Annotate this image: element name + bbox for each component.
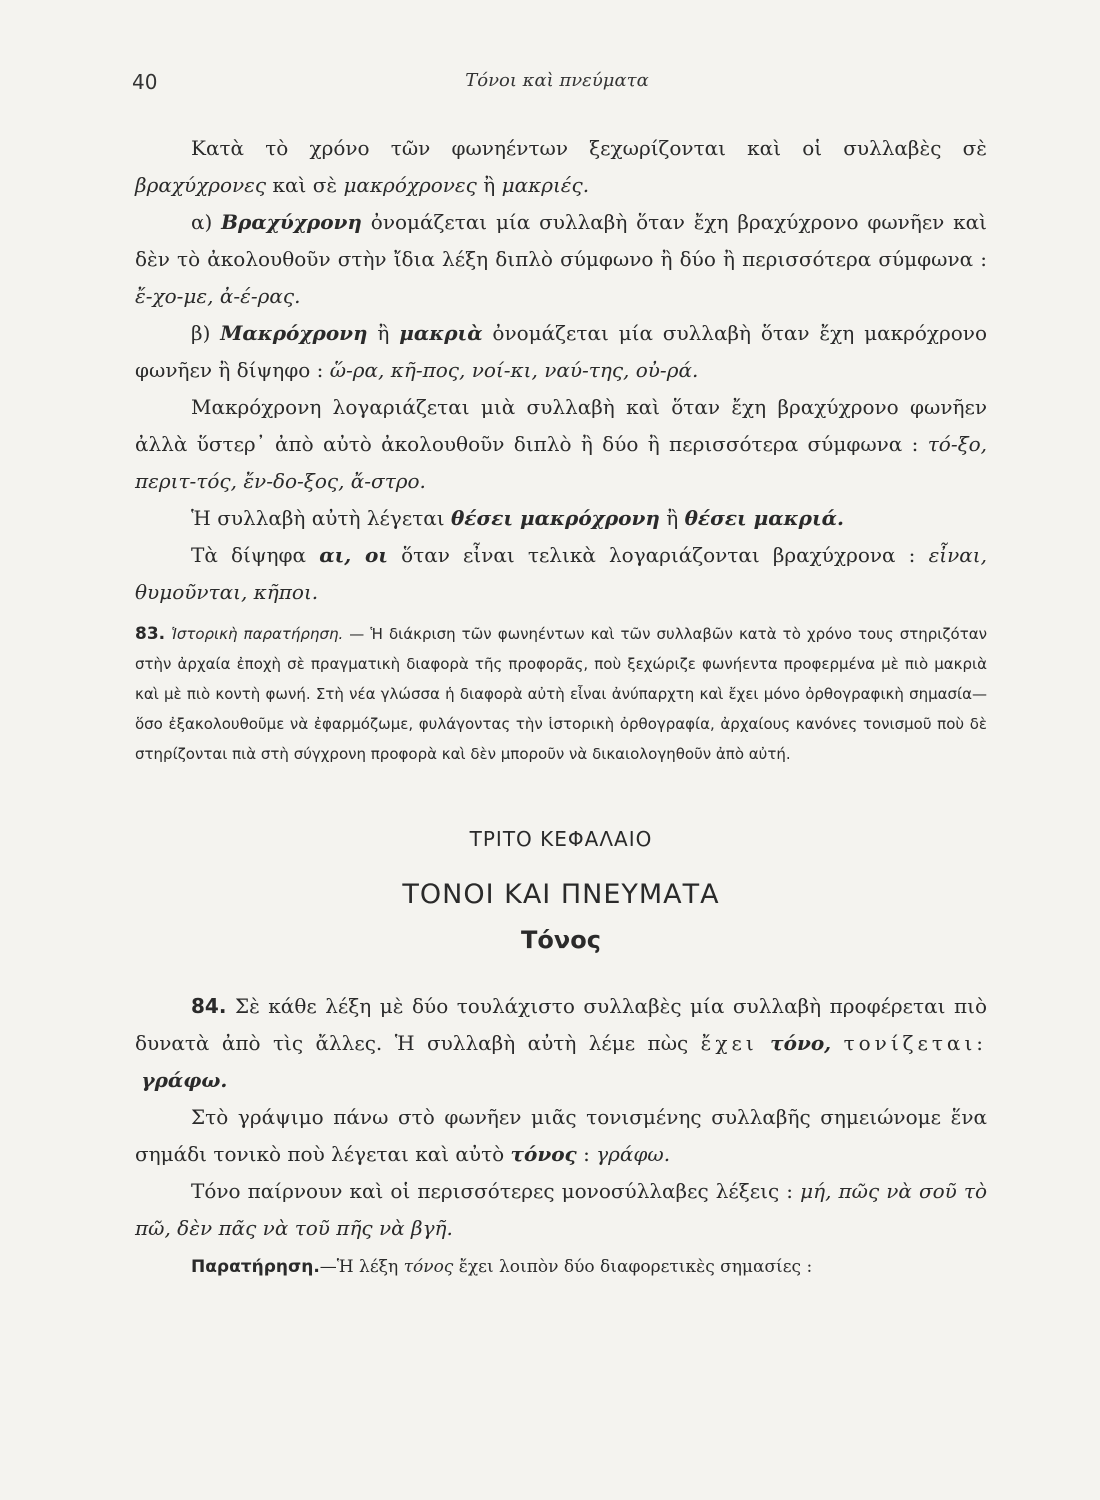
item-b-examples: ὥ-ρα, κῆ-πος, νοί-κι, ναύ-της, οὐ-ρά. (329, 358, 699, 382)
monosyllables-paragraph (135, 1173, 987, 1247)
long-position-examples: τό-ξο, περιτ-τός, ἔν-δο-ξος, ἄ-στρο. (135, 432, 987, 493)
thesei-term1: θέσει μακρόχρονη (450, 506, 660, 530)
section-title: Τόνος (521, 926, 601, 954)
para84-spaced2: τονίζεται: (843, 1031, 988, 1055)
item-b-or: ἢ (367, 321, 400, 345)
item-a-text: ὀνομάζεται μία συλλαβὴ ὅταν ἔχη βραχύχρονο φωνῆεν καὶ δὲν τὸ ἀκολουθοῦν στὴν ἴδια λέξη διπλὸ σύμφωνο ἢ δύο ἢ περισσότερα σύμφωνα : (135, 210, 987, 271)
diphthongs-paragraph (135, 537, 987, 611)
accent-mark-term: τόνος (510, 1142, 577, 1166)
chapter-title: ΤΟΝΟΙ ΚΑΙ ΠΝΕΥΜΑΤΑ (402, 879, 720, 910)
item-a-term: Βραχύχρονη (221, 210, 362, 234)
item-b-text: ὀνομάζεται μία συλλαβὴ ὅταν ἔχη μακρόχρονο φωνῆεν ἢ δίψηφο : (135, 321, 987, 382)
observation-label: Παρατήρηση. (191, 1257, 320, 1277)
observation-paragraph (135, 1251, 987, 1283)
diphthongs-text2: ὅταν εἶναι τελικὰ λογαριάζονται βραχύχρονα : (387, 543, 929, 567)
term-short: βραχύχρονες (135, 173, 267, 197)
observation-text2: ἔχει λοιπὸν δύο διαφορετικὲς σημασίες : (453, 1257, 813, 1277)
intro-text: Κατὰ τὸ χρόνο τῶν φωνηέντων ξεχωρίζονται καὶ οἱ συλλαβὲς σὲ (191, 136, 987, 160)
para84-text: Σὲ κάθε λέξη μὲ δύο τουλάχιστο συλλαβὲς μία συλλαβὴ προφέρεται πιὸ δυνατὰ ἀπὸ τὶς ἄλλες. Ἡ συλλαβὴ αὐτὴ λέμε πὼς (135, 994, 987, 1055)
long-position-paragraph (135, 389, 987, 500)
paragraph-84 (135, 988, 987, 1099)
item-a-marker: α) (191, 210, 222, 234)
term-long-alt: μακριές. (501, 173, 590, 197)
note-title: Ἱστορικὴ παρατήρηση. (171, 625, 344, 643)
para84-number: 84. (191, 994, 227, 1018)
item-b-term2: μακριὰ (399, 321, 483, 345)
observation-text: —Ἡ λέξη (319, 1257, 404, 1277)
note-number: 83. (135, 624, 166, 644)
intro-paragraph (135, 130, 987, 204)
thesei-term2: θέσει μακριά. (684, 506, 844, 530)
item-a-examples: ἔ-χο-με, ἀ-έ-ρας. (135, 284, 301, 308)
note-text: — Ἡ διάκριση τῶν φωνηέντων καὶ τῶν συλλαβῶν κατὰ τὸ χρόνο τους στηριζόταν στὴν ἀρχαία ἐποχὴ σὲ πραγματικὴ διαφορὰ τῆς προφορᾶς, ποὺ ξεχώριζε φωνήεντα προφερμένα μὲ πιὸ μακριὰ καὶ μὲ πιὸ κοντὴ φωνή. Στὴ νέα γλώσσα ἡ διαφορὰ αὐτὴ εἶναι ἀνύπαρχτη καὶ ἔχει μόνο ὀρθογραφικὴ σημασία—ὅσο ἐξακολουθοῦμε νὰ ἐφαρμόζωμε, φυλάγοντας τὴν ἱστορικὴ ὀρθογραφία, ἀρχαίους κανόνες τονισμοῦ ποὺ δὲ στηρίζονται πιὰ στὴ σύγχρονη προφορὰ καὶ δὲν μποροῦν νὰ δικαιολογηθοῦν ἀπὸ αὐτή. (135, 625, 987, 763)
para84-example: γράφω. (141, 1068, 228, 1092)
observation-term: τόνος (403, 1257, 454, 1277)
page-number: 40 (132, 70, 158, 94)
diphthongs-examples: εἶναι, θυμοῦνται, κῆποι. (135, 543, 987, 604)
monosyllables-text: Τόνο παίρνουν καὶ οἱ περισσότερες μονοσύλλαβες λέξεις : (191, 1179, 801, 1203)
term-long: μακρόχρονες (343, 173, 477, 197)
item-b-term1: Μακρόχρονη (220, 321, 368, 345)
page-header (132, 70, 982, 100)
item-b-marker: β) (191, 321, 221, 345)
long-position-text: Μακρόχρονη λογαριάζεται μιὰ συλλαβὴ καὶ ὅταν ἔχη βραχύχρονο φωνῆεν ἀλλὰ ὕστερ᾽ ἀπὸ αὐτὸ ἀκολουθοῦν διπλὸ ἢ δύο ἢ περισσότερα σύμφωνα : (135, 395, 987, 456)
diphthongs-text1: Τὰ δίψηφα (191, 543, 320, 567)
diphthongs-term: αι, οι (319, 543, 388, 567)
item-a-paragraph (135, 204, 987, 315)
historical-note (135, 619, 987, 769)
thesei-paragraph (135, 500, 987, 537)
accent-mark-paragraph (135, 1099, 987, 1173)
item-b-paragraph (135, 315, 987, 389)
accent-mark-text: Στὸ γράψιμο πάνω στὸ φωνῆεν μιᾶς τονισμένης συλλαβῆς σημειώνομε ἕνα σημάδι τονικὸ ποὺ λέγεται καὶ αὐτὸ (135, 1105, 987, 1166)
intro-or: ἢ (476, 173, 502, 197)
para84-spaced1: ἔχει (700, 1031, 758, 1055)
accent-mark-example: γράφω. (596, 1142, 671, 1166)
page-body (135, 130, 987, 1283)
chapter-label: ΤΡΙΤΟ ΚΕΦΑΛΑΙΟ (469, 827, 653, 851)
para84-term: τόνο, (770, 1031, 832, 1055)
thesei-text: Ἡ συλλαβὴ αὐτὴ λέγεται (191, 506, 451, 530)
thesei-or: ἢ (659, 506, 685, 530)
accent-mark-colon: : (576, 1142, 597, 1166)
monosyllables-examples: μή, πῶς νὰ σοῦ τὸ πῶ, δὲν πᾶς νὰ τοῦ πῆς νὰ βγῆ. (135, 1179, 988, 1240)
running-title: Τόνοι καὶ πνεύματα (465, 70, 649, 91)
intro-and: καὶ σὲ (266, 173, 344, 197)
